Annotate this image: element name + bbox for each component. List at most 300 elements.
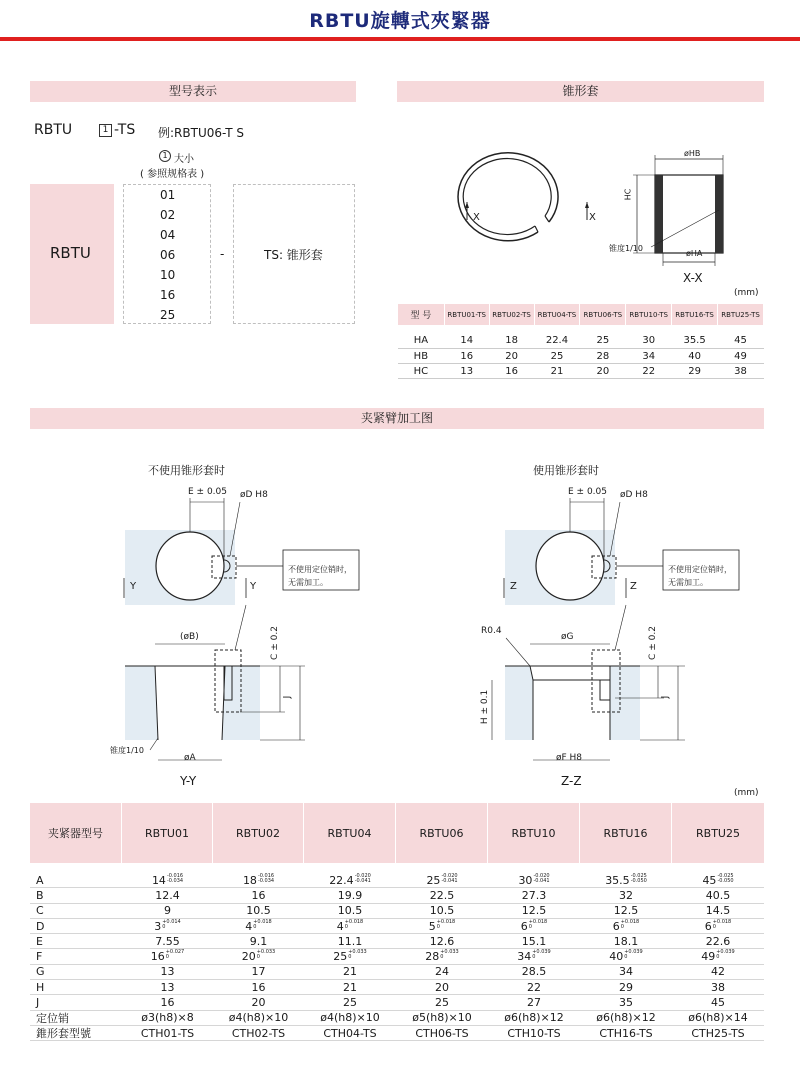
- table-cell: 34: [642, 350, 656, 362]
- table-cell: [580, 904, 672, 917]
- tolerance-upper: +0.014: [162, 918, 181, 925]
- left-d-h8: øD H8: [240, 490, 268, 500]
- tolerance-lower: 0: [436, 923, 440, 930]
- cell-value: ø4(h8)×10: [320, 1011, 380, 1025]
- tolerance-upper: +0.018: [620, 918, 640, 925]
- table-cell: [304, 935, 396, 948]
- row-label: E: [36, 934, 43, 948]
- table-cell: [580, 996, 672, 1009]
- left-note-1: 不使用定位销时，: [288, 565, 352, 574]
- tolerance: [355, 874, 371, 884]
- tolerance-upper: -0.020: [441, 872, 458, 879]
- tolerance: [167, 874, 183, 884]
- cell-value: 28: [425, 950, 440, 964]
- cell-value: 13: [160, 965, 175, 979]
- cell-value: CTH06-TS: [415, 1026, 469, 1040]
- table-cell: [304, 981, 396, 994]
- sleeve-section-label: X-X: [683, 271, 703, 285]
- cell-value: 28.5: [521, 965, 547, 979]
- table-cell: [396, 996, 488, 1009]
- model-left-label: RBTU: [50, 244, 91, 262]
- cell-value: 16: [150, 950, 165, 964]
- cell-value: 22.4: [329, 873, 354, 887]
- main-table-header: [30, 803, 764, 863]
- table-cell: [304, 889, 396, 902]
- right-section-label: Z-Z: [561, 774, 582, 788]
- table-header-cell: RBTU06: [396, 803, 488, 863]
- cell-value: 38: [711, 980, 725, 994]
- table-cell: [672, 920, 764, 933]
- tolerance-lower: 0: [624, 954, 628, 961]
- table-cell: [580, 935, 672, 948]
- table-cell: [122, 1011, 213, 1024]
- tolerance-lower: -0.034: [257, 877, 275, 884]
- table-header-cell: RBTU10-TS: [626, 304, 672, 326]
- cell-value: ø6(h8)×12: [504, 1011, 564, 1025]
- table-cell: 22: [642, 365, 656, 377]
- tolerance-upper: +0.018: [253, 918, 272, 925]
- size-item: 01: [160, 188, 176, 202]
- table-header-cell: RBTU02-TS: [489, 304, 534, 326]
- cell-value: 6: [520, 919, 528, 933]
- table-header-cell: RBTU25: [696, 826, 740, 840]
- sleeve-table-header: [398, 304, 764, 326]
- table-cell: [580, 1011, 672, 1024]
- table-header-cell: RBTU16-TS: [672, 304, 718, 326]
- cell-value: 20: [241, 950, 256, 964]
- tolerance-lower: 0: [165, 954, 169, 961]
- right-z-left: Z: [510, 581, 517, 592]
- table-row: [30, 1011, 764, 1026]
- row-label: J: [36, 996, 40, 1010]
- model-dash: -: [220, 247, 225, 261]
- table-cell: 22.4: [545, 335, 569, 347]
- tolerance-upper: -0.020: [354, 872, 371, 879]
- table-cell: [488, 950, 580, 963]
- tolerance: [441, 874, 457, 884]
- cell-value: CTH04-TS: [323, 1026, 377, 1040]
- cell-value: 32: [619, 888, 633, 902]
- right-y-label: Y: [250, 581, 257, 592]
- left-section-label: Y-Y: [180, 774, 197, 788]
- tolerance-lower: -0.041: [441, 877, 458, 884]
- cell-value: 35: [619, 996, 633, 1010]
- table-cell: [580, 874, 672, 887]
- row-label: G: [36, 965, 45, 979]
- table-cell: [672, 1027, 764, 1040]
- tolerance: [624, 950, 643, 960]
- table-cell: [396, 920, 488, 933]
- table-row: [30, 888, 764, 903]
- table-cell: HA: [413, 335, 429, 347]
- sleeve-drawing: [397, 140, 767, 300]
- table-cell: [213, 981, 304, 994]
- main-table-body: [30, 873, 764, 1041]
- tolerance-upper: +0.018: [528, 918, 548, 925]
- tolerance-lower: -0.050: [630, 877, 647, 884]
- table-cell: 40: [688, 350, 701, 362]
- table-cell: 29: [688, 365, 701, 377]
- table-cell: [122, 965, 213, 978]
- table-cell: [122, 920, 213, 933]
- table-cell: [213, 1011, 304, 1024]
- table-cell: 13: [460, 365, 474, 377]
- table-cell: [213, 996, 304, 1009]
- main-table-unit: (mm): [734, 788, 759, 798]
- size-item: 16: [160, 288, 176, 302]
- table-header-cell: RBTU25-TS: [718, 304, 764, 326]
- tolerance: [258, 874, 274, 884]
- tolerance: [532, 950, 551, 960]
- table-cell: [213, 1027, 304, 1040]
- tolerance-upper: +0.018: [712, 918, 732, 925]
- table-cell: [488, 981, 580, 994]
- table-cell: 49: [734, 350, 747, 362]
- table-cell: [396, 981, 488, 994]
- tolerance-upper: -0.016: [257, 872, 275, 879]
- tolerance-lower: -0.041: [354, 877, 371, 884]
- table-header-cell: RBTU16: [580, 803, 672, 863]
- cell-value: 40: [609, 950, 624, 964]
- table-row: [30, 873, 764, 888]
- table-cell: [213, 935, 304, 948]
- tolerance: [631, 874, 647, 884]
- row-label: F: [36, 950, 43, 964]
- right-d-h8: øD H8: [620, 490, 648, 500]
- table-header-cell: RBTU06-TS: [580, 304, 626, 326]
- table-cell: [672, 996, 764, 1009]
- left-dia-a: øA: [184, 753, 196, 763]
- cell-value: 4: [245, 919, 253, 933]
- cell-value: 9.1: [249, 934, 268, 948]
- table-row: [30, 949, 764, 964]
- cell-value: 12.4: [155, 888, 180, 902]
- left-e-tol: E ± 0.05: [188, 487, 227, 497]
- table-cell: [122, 935, 213, 948]
- cell-value: 35.5: [605, 873, 630, 887]
- table-cell: 21: [550, 365, 564, 377]
- cell-value: 22.6: [705, 934, 731, 948]
- table-header-cell: RBTU04: [304, 803, 396, 863]
- table-cell: 38: [734, 365, 747, 377]
- table-cell: [580, 950, 672, 963]
- table-cell: [213, 889, 304, 902]
- tolerance-upper: +0.033: [440, 949, 459, 956]
- tolerance: [348, 950, 367, 960]
- cell-value: 27.3: [521, 888, 547, 902]
- cell-value: 12.5: [521, 904, 547, 918]
- cell-value: CTH10-TS: [507, 1026, 561, 1040]
- table-header-cell: RBTU01: [122, 803, 213, 863]
- table-cell: [580, 920, 672, 933]
- row-label: D: [36, 919, 45, 933]
- tolerance-upper: +0.018: [344, 918, 364, 925]
- cell-value: 27: [527, 996, 541, 1010]
- table-header-cell: RBTU01-TS: [444, 304, 489, 326]
- size-item: 25: [160, 308, 176, 322]
- table-cell: HC: [413, 365, 429, 377]
- cell-value: 10.5: [337, 904, 363, 918]
- table-row: [30, 1026, 764, 1041]
- cell-value: 25: [333, 950, 348, 964]
- table-cell: [672, 874, 764, 887]
- table-cell: 20: [505, 350, 518, 362]
- cell-value: 5: [428, 919, 436, 933]
- tolerance: [257, 950, 276, 960]
- tolerance-lower: 0: [528, 923, 532, 930]
- tolerance-upper: +0.033: [348, 949, 367, 956]
- right-r-label: R0.4: [481, 626, 502, 636]
- table-cell: 35.5: [683, 335, 706, 347]
- tolerance-upper: -0.025: [717, 872, 734, 879]
- cell-value: 21: [343, 980, 357, 994]
- cell-value: 7.55: [155, 934, 180, 948]
- right-h-tol: H ± 0.1: [480, 689, 491, 725]
- table-cell: 45: [734, 335, 747, 347]
- cell-value: 45: [711, 996, 725, 1010]
- tolerance-lower: 0: [532, 954, 536, 961]
- cell-value: 25: [435, 996, 449, 1010]
- cell-value: 11.1: [337, 934, 363, 948]
- table-cell: [304, 874, 396, 887]
- cell-value: 19.9: [337, 888, 363, 902]
- sleeve-dia-hb: øHB: [684, 149, 701, 158]
- table-cell: [213, 874, 304, 887]
- cell-value: 24: [435, 965, 449, 979]
- split-ring-icon: [458, 153, 558, 241]
- table-row: [398, 364, 764, 379]
- table-row: [30, 995, 764, 1010]
- cell-value: 14.5: [705, 904, 731, 918]
- tolerance-lower: -0.041: [533, 877, 550, 884]
- table-cell: [396, 1011, 488, 1024]
- cell-value: 21: [343, 965, 357, 979]
- tolerance: [713, 920, 732, 930]
- cell-value: 12.6: [429, 934, 455, 948]
- cell-value: 12.5: [613, 904, 639, 918]
- cell-value: 29: [619, 980, 633, 994]
- table-header-cell: RBTU02: [213, 803, 304, 863]
- table-cell: [122, 1027, 213, 1040]
- tolerance-upper: -0.020: [533, 872, 550, 879]
- table-header-cell: RBTU04-TS: [534, 304, 580, 326]
- sleeve-taper: 锥度1/10: [609, 244, 643, 253]
- left-taper: 锥度1/10: [110, 746, 144, 755]
- table-header-cell: RBTU10: [488, 803, 580, 863]
- size-item: 06: [160, 248, 176, 262]
- cell-value: 30: [518, 873, 533, 887]
- table-cell: [488, 965, 580, 978]
- table-cell: 16: [460, 350, 474, 362]
- model-suffix: -TS: [114, 122, 136, 138]
- table-cell: [304, 1027, 396, 1040]
- cell-value: 16: [160, 996, 175, 1010]
- right-z-right: Z: [630, 581, 637, 592]
- tolerance-lower: 0: [716, 954, 720, 961]
- table-cell: 20: [596, 365, 610, 377]
- table-cell: [488, 935, 580, 948]
- table-cell: [672, 965, 764, 978]
- tolerance: [717, 874, 733, 884]
- table-cell: [488, 889, 580, 902]
- table-cell: [396, 950, 488, 963]
- table-cell: [580, 965, 672, 978]
- left-y-label: Y: [130, 581, 137, 592]
- table-cell: [304, 996, 396, 1009]
- table-row: [398, 349, 764, 364]
- cell-value: ø4(h8)×10: [228, 1011, 289, 1025]
- cell-value: 18.1: [613, 934, 639, 948]
- table-cell: [672, 889, 764, 902]
- model-size-box: 1: [99, 124, 112, 137]
- cell-value: 18: [242, 873, 257, 887]
- cell-value: ø3(h8)×8: [141, 1011, 194, 1025]
- table-cell: [213, 920, 304, 933]
- cell-value: 10.5: [246, 904, 271, 918]
- cell-value: CTH16-TS: [599, 1026, 653, 1040]
- tolerance-lower: 0: [620, 923, 624, 930]
- machining-right-caption: 使用锥形套时: [533, 464, 599, 477]
- cell-value: ø6(h8)×12: [596, 1011, 656, 1025]
- tolerance-lower: 0: [162, 923, 166, 930]
- table-cell: [304, 920, 396, 933]
- tolerance: [437, 920, 456, 930]
- table-cell: [396, 935, 488, 948]
- cell-value: 6: [612, 919, 620, 933]
- row-label: A: [36, 873, 44, 887]
- right-j: J: [660, 695, 671, 699]
- sleeve-x-left: X: [473, 212, 480, 223]
- cell-value: CTH02-TS: [231, 1026, 286, 1040]
- cell-value: 17: [251, 965, 266, 979]
- sleeve-dia-ha: øHA: [686, 249, 703, 258]
- tolerance: [716, 950, 735, 960]
- size-circle-num: 1: [159, 150, 171, 162]
- cell-value: 45: [702, 873, 717, 887]
- table-row: [30, 965, 764, 980]
- table-cell: 16: [505, 365, 518, 377]
- tolerance-lower: 0: [440, 954, 444, 961]
- cell-value: 10.5: [429, 904, 455, 918]
- tolerance: [533, 874, 549, 884]
- left-j: J: [282, 695, 293, 699]
- table-header-cell: 型 号: [398, 304, 445, 326]
- table-cell: HB: [413, 350, 429, 362]
- tolerance-upper: +0.039: [624, 949, 643, 956]
- title-underline: [0, 37, 800, 41]
- cell-value: 4: [336, 919, 344, 933]
- table-cell: [304, 950, 396, 963]
- table-cell: [213, 965, 304, 978]
- table-cell: [122, 904, 213, 917]
- table-cell: [672, 904, 764, 917]
- table-cell: [122, 950, 213, 963]
- cell-value: 20: [251, 996, 266, 1010]
- table-cell: [396, 874, 488, 887]
- left-c-tol: C ± 0.2: [269, 626, 280, 660]
- page-title: RBTU旋轉式夾緊器: [309, 10, 491, 32]
- table-cell: [304, 904, 396, 917]
- right-note-1: 不使用定位销时，: [668, 565, 732, 574]
- cell-value: 25: [426, 873, 441, 887]
- table-cell: [304, 1011, 396, 1024]
- right-c-tol: C ± 0.2: [647, 626, 658, 660]
- tolerance: [253, 920, 272, 930]
- ts-label: TS: 锥形套: [264, 248, 323, 262]
- cell-value: CTH25-TS: [691, 1026, 745, 1040]
- cell-value: 20: [435, 980, 449, 994]
- tolerance-upper: +0.027: [165, 949, 185, 956]
- table-cell: [580, 889, 672, 902]
- model-example: 例:RBTU06-T S: [158, 126, 244, 140]
- tolerance: [162, 920, 181, 930]
- section-header-model: 型号表示: [30, 81, 356, 102]
- table-cell: [488, 996, 580, 1009]
- machining-right-drawing: [480, 480, 780, 780]
- tolerance-upper: +0.039: [532, 949, 551, 956]
- cell-value: CTH01-TS: [140, 1026, 195, 1040]
- model-prefix: RBTU: [34, 122, 73, 138]
- table-cell: 14: [460, 335, 474, 347]
- size-note: ( 参照规格表 ): [140, 169, 205, 180]
- sleeve-table: [397, 303, 764, 379]
- table-cell: [488, 874, 580, 887]
- tolerance-upper: -0.025: [630, 872, 647, 879]
- row-label: C: [36, 904, 44, 918]
- size-item: 02: [160, 208, 176, 222]
- size-label: 大小: [174, 154, 194, 165]
- table-cell: 18: [505, 335, 518, 347]
- table-cell: 30: [642, 335, 656, 347]
- tolerance-lower: 0: [253, 923, 257, 930]
- section-header-machining: 夹紧臂加工图: [30, 408, 764, 429]
- cell-value: 22: [527, 980, 541, 994]
- table-cell: [672, 1011, 764, 1024]
- table-cell: [396, 965, 488, 978]
- cell-value: 16: [251, 888, 266, 902]
- cell-value: 16: [251, 980, 266, 994]
- table-cell: 28: [596, 350, 610, 362]
- tolerance-lower: 0: [348, 954, 352, 961]
- tolerance-lower: -0.034: [166, 877, 184, 884]
- tolerance-upper: +0.033: [256, 949, 276, 956]
- size-item: 04: [160, 228, 176, 242]
- table-cell: [396, 1027, 488, 1040]
- main-table: [30, 803, 764, 1041]
- cell-value: 3: [154, 919, 162, 933]
- tolerance: [621, 920, 640, 930]
- cell-value: ø6(h8)×14: [688, 1011, 748, 1025]
- table-cell: [580, 1027, 672, 1040]
- cell-value: 49: [701, 950, 716, 964]
- row-label: 錐形套型號: [36, 1027, 91, 1041]
- table-row: [30, 919, 764, 934]
- table-cell: [213, 904, 304, 917]
- tolerance-lower: -0.050: [717, 877, 734, 884]
- left-note-2: 无需加工。: [288, 578, 328, 587]
- table-cell: [488, 1011, 580, 1024]
- tolerance-lower: 0: [256, 954, 260, 961]
- tolerance: [440, 950, 459, 960]
- cell-value: 22.5: [429, 888, 455, 902]
- table-row: [30, 980, 764, 995]
- table-row: [30, 934, 764, 949]
- cell-value: 13: [160, 980, 175, 994]
- cell-value: 14: [151, 873, 166, 887]
- table-cell: [304, 965, 396, 978]
- table-cell: [396, 889, 488, 902]
- table-cell: [672, 935, 764, 948]
